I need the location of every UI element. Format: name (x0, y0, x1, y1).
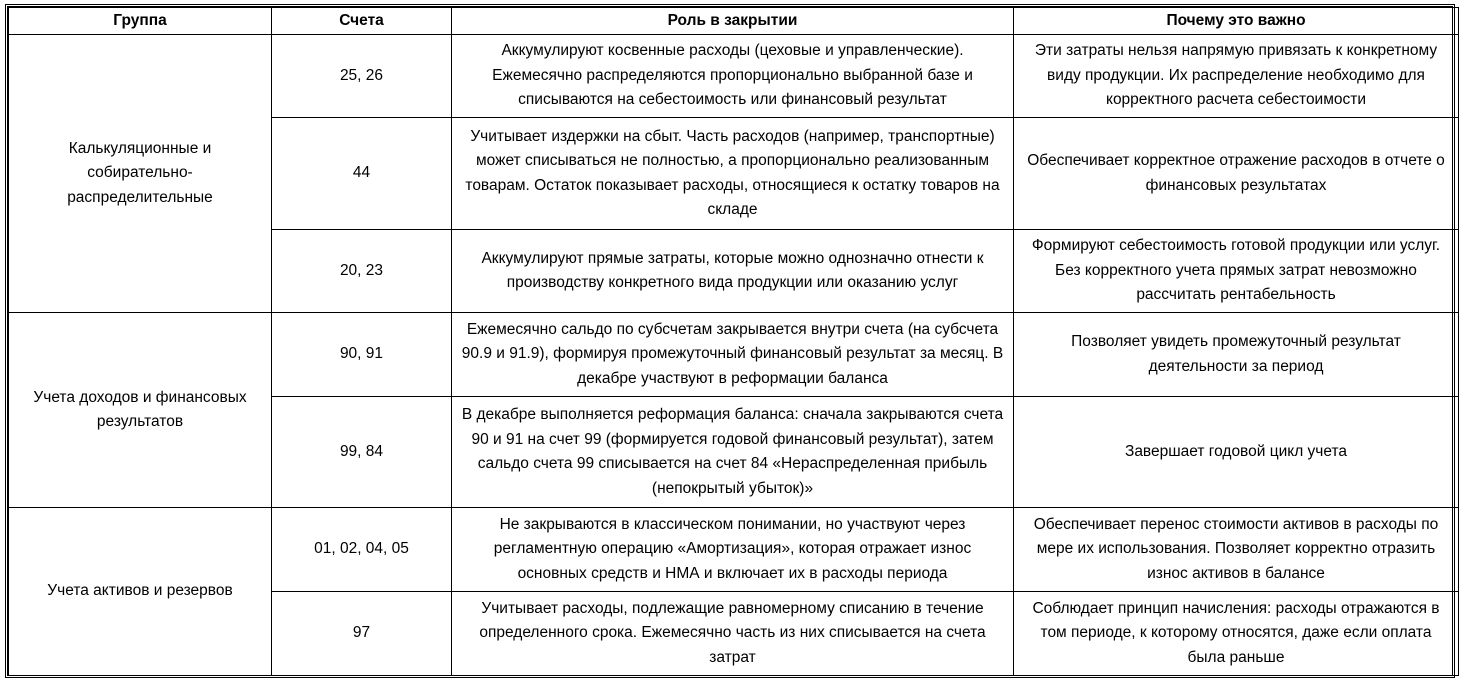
role-cell: Аккумулируют косвенные расходы (цеховые и управленческие). Ежемесячно распределяются пропорционально выбранной базе и списываются на себестоимость или финансовый результат (452, 35, 1014, 118)
why-cell: Формируют себестоимость готовой продукции или услуг. Без корректного учета прямых затрат невозможно рассчитать рентабельность (1014, 230, 1459, 313)
accounts-cell: 25, 26 (272, 35, 452, 118)
role-cell: Ежемесячно сальдо по субсчетам закрывается внутри счета (на субсчета 90.9 и 91.9), формируя промежуточный финансовый результат за месяц. В декабре участвуют в реформации баланса (452, 313, 1014, 397)
accounts-cell: 01, 02, 04, 05 (272, 508, 452, 592)
why-cell: Позволяет увидеть промежуточный результат деятельности за период (1014, 313, 1459, 397)
why-cell: Обеспечивает перенос стоимости активов в расходы по мере их использования. Позволяет корректно отразить износ активов в балансе (1014, 508, 1459, 592)
role-cell: Учитывает издержки на сбыт. Часть расходов (например, транспортные) может списываться не полностью, а пропорционально реализованным товарам. Остаток показывает расходы, относящиеся к остатку товаров на складе (452, 118, 1014, 230)
role-cell: Не закрываются в классическом понимании, но участвуют через регламентную операцию «Амортизация», которая отражает износ основных средств и НМА и включает их в расходы периода (452, 508, 1014, 592)
table-row (9, 313, 1459, 397)
header-why: Почему это важно (1014, 8, 1459, 35)
table-row (9, 508, 1459, 592)
closing-accounts-table (8, 7, 1459, 676)
why-cell: Обеспечивает корректное отражение расходов в отчете о финансовых результатах (1014, 118, 1459, 230)
group-cell: Калькуляционные и собирательно-распределительные (9, 35, 272, 313)
group-cell: Учета доходов и финансовых результатов (9, 313, 272, 508)
role-cell: Аккумулируют прямые затраты, которые можно однозначно отнести к производству конкретного вида продукции или оказанию услуг (452, 230, 1014, 313)
why-cell: Завершает годовой цикл учета (1014, 397, 1459, 508)
header-group: Группа (9, 8, 272, 35)
table-row (9, 35, 1459, 118)
accounts-cell: 44 (272, 118, 452, 230)
why-cell: Эти затраты нельзя напрямую привязать к конкретному виду продукции. Их распределение необходимо для корректного расчета себестоимости (1014, 35, 1459, 118)
accounts-cell: 97 (272, 592, 452, 676)
header-accounts: Счета (272, 8, 452, 35)
table-frame (5, 4, 1455, 678)
accounts-cell: 99, 84 (272, 397, 452, 508)
group-cell: Учета активов и резервов (9, 508, 272, 676)
accounts-cell: 20, 23 (272, 230, 452, 313)
accounts-cell: 90, 91 (272, 313, 452, 397)
role-cell: В декабре выполняется реформация баланса: сначала закрываются счета 90 и 91 на счет 99 (формируется годовой финансовый результат), затем сальдо счета 99 списывается на счет 84 «Нераспределенная прибыль (непокрытый убыток)» (452, 397, 1014, 508)
role-cell: Учитывает расходы, подлежащие равномерному списанию в течение определенного срока. Ежемесячно часть из них списывается на счета затрат (452, 592, 1014, 676)
header-role: Роль в закрытии (452, 8, 1014, 35)
header-row (9, 8, 1459, 35)
why-cell: Соблюдает принцип начисления: расходы отражаются в том периоде, к которому относятся, даже если оплата была раньше (1014, 592, 1459, 676)
